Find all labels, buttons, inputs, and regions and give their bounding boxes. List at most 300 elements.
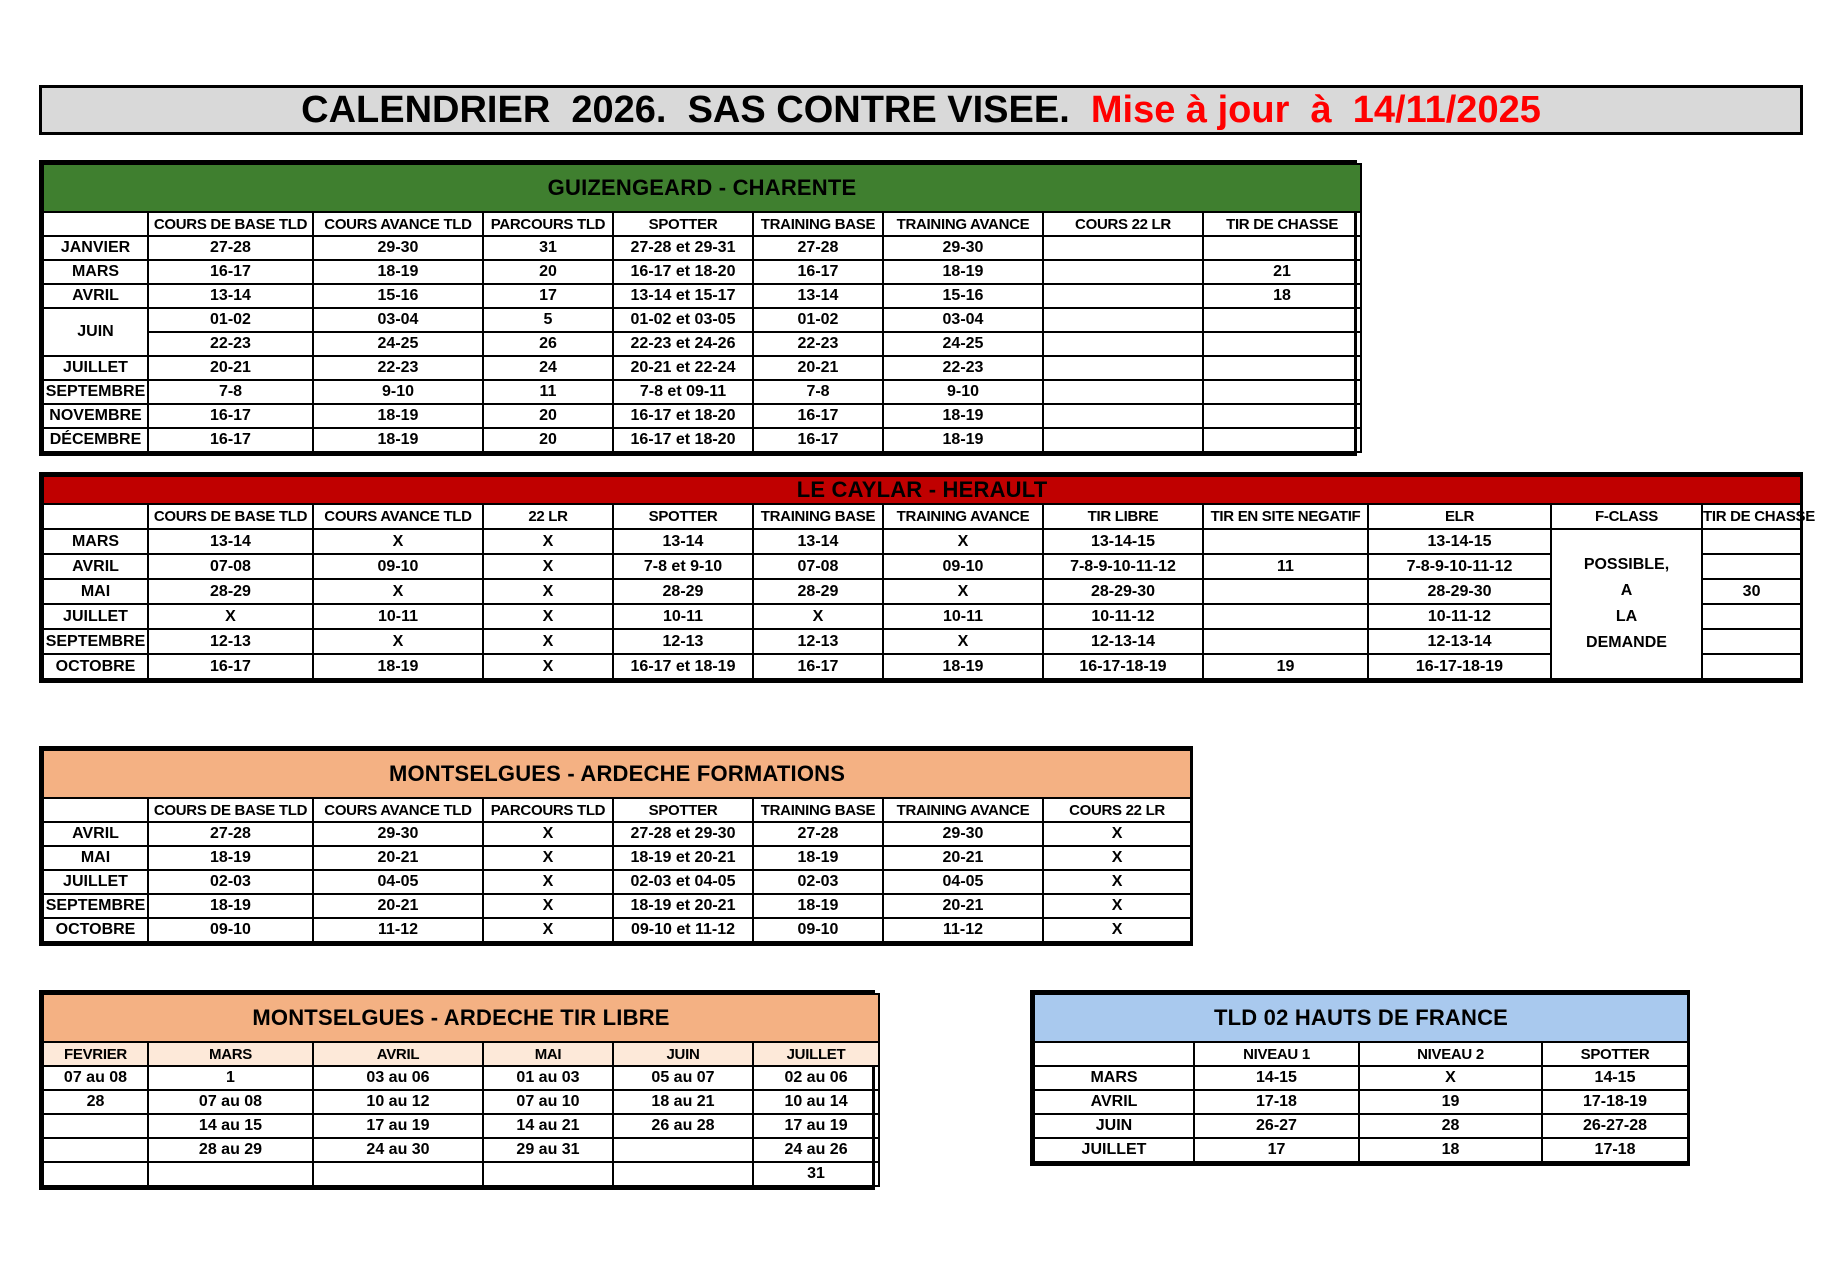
- col-header: NIVEAU 1: [1194, 1042, 1359, 1066]
- cell: 16-17 et 18-19: [613, 654, 753, 679]
- cell: 18-19: [753, 846, 883, 870]
- cell: X: [883, 529, 1043, 554]
- cell: 07 au 08: [148, 1090, 313, 1114]
- cell: X: [1043, 918, 1191, 942]
- cell: [1203, 380, 1361, 404]
- month-label: MARS: [1034, 1066, 1194, 1090]
- cell: [1203, 629, 1368, 654]
- col-header: F-CLASS: [1551, 504, 1702, 529]
- month-label: JUILLET: [1034, 1138, 1194, 1162]
- cell: 21: [1203, 260, 1361, 284]
- fclass-line: LA: [1615, 608, 1638, 625]
- cell: 22-23: [753, 332, 883, 356]
- fclass-line: DEMANDE: [1586, 634, 1667, 651]
- cell: 7-8 et 9-10: [613, 554, 753, 579]
- cell: 16-17: [148, 260, 313, 284]
- cell: 18-19 et 20-21: [613, 846, 753, 870]
- cell: 19: [1359, 1090, 1542, 1114]
- cell: 02-03: [753, 870, 883, 894]
- cell: 01-02: [753, 308, 883, 332]
- cell: 29-30: [313, 822, 483, 846]
- table-row: [43, 870, 1191, 894]
- table-row: [43, 236, 1361, 260]
- month-label: MARS: [43, 529, 148, 554]
- col-header: COURS DE BASE TLD: [148, 212, 313, 236]
- table-row: [43, 404, 1361, 428]
- montselgues-formations-title: MONTSELGUES - ARDECHE FORMATIONS: [43, 750, 1191, 798]
- montselgues-tir-libre-title: MONTSELGUES - ARDECHE TIR LIBRE: [43, 994, 879, 1042]
- col-header: 22 LR: [483, 504, 613, 529]
- cell: [1702, 629, 1801, 654]
- table-row: [43, 629, 1801, 654]
- cell: 09-10: [148, 918, 313, 942]
- caylar-title: LE CAYLAR - HERAULT: [43, 476, 1801, 504]
- table-row: [43, 918, 1191, 942]
- table-row: [43, 822, 1191, 846]
- cell: 10-11: [883, 604, 1043, 629]
- cell: 20-21: [313, 894, 483, 918]
- cell: 20-21 et 22-24: [613, 356, 753, 380]
- col-header: TRAINING BASE: [753, 798, 883, 822]
- col-header: AVRIL: [313, 1042, 483, 1066]
- cell: 22-23 et 24-26: [613, 332, 753, 356]
- cell: 28-29-30: [1368, 579, 1551, 604]
- fclass-line: A: [1620, 582, 1633, 599]
- cell: X: [483, 529, 613, 554]
- cell: 20-21: [883, 846, 1043, 870]
- cell: 31: [753, 1162, 879, 1186]
- montselgues-tir-libre-table: [39, 990, 875, 1190]
- cell: X: [483, 629, 613, 654]
- cell: 7-8: [753, 380, 883, 404]
- cell: [313, 1162, 483, 1186]
- cell: 11-12: [883, 918, 1043, 942]
- table-row: [43, 1162, 879, 1186]
- cell: 16-17: [148, 404, 313, 428]
- cell: 13-14: [148, 529, 313, 554]
- table-row: [43, 284, 1361, 308]
- col-header: SPOTTER: [613, 798, 753, 822]
- cell: 18-19: [883, 428, 1043, 452]
- cell: [1203, 529, 1368, 554]
- month-label: AVRIL: [43, 284, 148, 308]
- col-header: TIR DE CHASSE: [1203, 212, 1361, 236]
- col-header: COURS DE BASE TLD: [148, 798, 313, 822]
- cell: [1043, 404, 1203, 428]
- cell: 26-27-28: [1542, 1114, 1688, 1138]
- cell: 18-19: [883, 260, 1043, 284]
- cell: X: [1043, 894, 1191, 918]
- col-header: TIR DE CHASSE: [1702, 504, 1801, 529]
- cell: 18: [1203, 284, 1361, 308]
- month-label: DÉCEMBRE: [43, 428, 148, 452]
- cell: [1043, 308, 1203, 332]
- cell: 7-8-9-10-11-12: [1043, 554, 1203, 579]
- cell: 17-18: [1542, 1138, 1688, 1162]
- month-label: JUIN: [43, 308, 148, 356]
- cell: 18 au 21: [613, 1090, 753, 1114]
- cell: 27-28: [148, 236, 313, 260]
- cell: 24: [483, 356, 613, 380]
- cell: 17: [483, 284, 613, 308]
- cell: 7-8 et 09-11: [613, 380, 753, 404]
- cell: 02 au 06: [753, 1066, 879, 1090]
- col-header: COURS AVANCE TLD: [313, 212, 483, 236]
- cell: 07 au 10: [483, 1090, 613, 1114]
- cell: 18-19: [313, 428, 483, 452]
- cell: 19: [1203, 654, 1368, 679]
- cell: 28-29: [753, 579, 883, 604]
- cell: 20: [483, 404, 613, 428]
- month-label: AVRIL: [1034, 1090, 1194, 1114]
- cell: 29-30: [313, 236, 483, 260]
- col-header: COURS AVANCE TLD: [313, 798, 483, 822]
- table-row: [43, 1114, 879, 1138]
- cell: 29 au 31: [483, 1138, 613, 1162]
- cell: 20-21: [313, 846, 483, 870]
- cell: 15-16: [883, 284, 1043, 308]
- caylar-header-row: [43, 504, 1801, 529]
- cell: 16-17 et 18-20: [613, 404, 753, 428]
- col-header: SPOTTER: [613, 212, 753, 236]
- col-header: COURS 22 LR: [1043, 798, 1191, 822]
- cell: 24 au 26: [753, 1138, 879, 1162]
- cell: X: [313, 579, 483, 604]
- cell: 07-08: [148, 554, 313, 579]
- cell: X: [313, 629, 483, 654]
- month-label: MARS: [43, 260, 148, 284]
- table-row: [43, 579, 1801, 604]
- table-row: [43, 428, 1361, 452]
- cell: 02-03 et 04-05: [613, 870, 753, 894]
- month-label: JUIN: [1034, 1114, 1194, 1138]
- cell: 01-02 et 03-05: [613, 308, 753, 332]
- table-row: [43, 604, 1801, 629]
- cell: 29-30: [883, 822, 1043, 846]
- col-header: TRAINING AVANCE: [883, 798, 1043, 822]
- cell: 28-29: [148, 579, 313, 604]
- col-header: COURS DE BASE TLD: [148, 504, 313, 529]
- cell: 27-28: [753, 822, 883, 846]
- cell: 22-23: [313, 356, 483, 380]
- cell: 27-28 et 29-31: [613, 236, 753, 260]
- cell: 26: [483, 332, 613, 356]
- table-row: [43, 654, 1801, 679]
- cell: 16-17: [753, 428, 883, 452]
- title-main: CALENDRIER 2026. SAS CONTRE VISEE.: [301, 88, 1091, 131]
- cell: 15-16: [313, 284, 483, 308]
- table-row: [1034, 1090, 1688, 1114]
- guizengeard-table: [39, 160, 1357, 456]
- col-header: TIR LIBRE: [1043, 504, 1203, 529]
- cell: [1043, 260, 1203, 284]
- cell: 18-19: [148, 894, 313, 918]
- table-row: [43, 1090, 879, 1114]
- cell: 01 au 03: [483, 1066, 613, 1090]
- cell: 09-10: [313, 554, 483, 579]
- cell: 24-25: [313, 332, 483, 356]
- cell: 18-19: [313, 260, 483, 284]
- cell: 12-13-14: [1368, 629, 1551, 654]
- cell: 16-17: [753, 654, 883, 679]
- corner-cell: [43, 798, 148, 822]
- cell: 1: [148, 1066, 313, 1090]
- cell: X: [313, 529, 483, 554]
- cell: [1203, 404, 1361, 428]
- cell: [1203, 308, 1361, 332]
- month-label: OCTOBRE: [43, 918, 148, 942]
- cell: 03-04: [883, 308, 1043, 332]
- col-header: TIR EN SITE NEGATIF: [1203, 504, 1368, 529]
- caylar-table: [39, 472, 1815, 683]
- cell: [1203, 428, 1361, 452]
- table-row: [43, 380, 1361, 404]
- table-row: [43, 554, 1801, 579]
- month-label: AVRIL: [43, 822, 148, 846]
- cell: 9-10: [313, 380, 483, 404]
- cell: [1043, 356, 1203, 380]
- cell: 13-14: [613, 529, 753, 554]
- cell: 10-11: [613, 604, 753, 629]
- col-header: SPOTTER: [613, 504, 753, 529]
- table-row: [1034, 1138, 1688, 1162]
- col-header: TRAINING BASE: [753, 212, 883, 236]
- tld02-header-row: [1034, 1042, 1688, 1066]
- cell: X: [483, 894, 613, 918]
- cell: [43, 1162, 148, 1186]
- cell: 18-19: [148, 846, 313, 870]
- cell: 22-23: [883, 356, 1043, 380]
- cell: 13-14: [753, 284, 883, 308]
- cell: 18-19: [883, 654, 1043, 679]
- cell: 17 au 19: [753, 1114, 879, 1138]
- cell: 18-19: [883, 404, 1043, 428]
- cell: X: [1359, 1066, 1542, 1090]
- cell: 28: [1359, 1114, 1542, 1138]
- cell: [1702, 654, 1801, 679]
- cell: 12-13: [613, 629, 753, 654]
- update-date: Mise à jour à 14/11/2025: [1090, 88, 1541, 131]
- cell: [148, 1162, 313, 1186]
- cell: 11-12: [313, 918, 483, 942]
- cell: 03 au 06: [313, 1066, 483, 1090]
- cell: 16-17: [753, 404, 883, 428]
- cell: 13-14: [753, 529, 883, 554]
- cell: 14-15: [1194, 1066, 1359, 1090]
- cell: [1702, 554, 1801, 579]
- cell: [1203, 332, 1361, 356]
- guizengeard-header-row: [43, 212, 1361, 236]
- month-label: JANVIER: [43, 236, 148, 260]
- montselgues-formations-table: [39, 746, 1193, 946]
- cell: 13-14 et 15-17: [613, 284, 753, 308]
- cell: 04-05: [883, 870, 1043, 894]
- col-header: JUIN: [613, 1042, 753, 1066]
- col-header: PARCOURS TLD: [483, 798, 613, 822]
- month-label: JUILLET: [43, 604, 148, 629]
- cell: 16-17-18-19: [1368, 654, 1551, 679]
- cell: 11: [1203, 554, 1368, 579]
- cell: X: [148, 604, 313, 629]
- cell: [43, 1114, 148, 1138]
- cell: [1203, 356, 1361, 380]
- cell: 09-10: [883, 554, 1043, 579]
- cell: [1043, 428, 1203, 452]
- cell: 26-27: [1194, 1114, 1359, 1138]
- col-header: TRAINING AVANCE: [883, 504, 1043, 529]
- cell: 16-17-18-19: [1043, 654, 1203, 679]
- cell: 31: [483, 236, 613, 260]
- cell: X: [483, 870, 613, 894]
- cell: 20-21: [883, 894, 1043, 918]
- col-header: MARS: [148, 1042, 313, 1066]
- cell: 12-13: [148, 629, 313, 654]
- cell: 10 au 12: [313, 1090, 483, 1114]
- cell: 5: [483, 308, 613, 332]
- cell: 7-8: [148, 380, 313, 404]
- cell: 26 au 28: [613, 1114, 753, 1138]
- corner-cell: [43, 212, 148, 236]
- cell: 18-19 et 20-21: [613, 894, 753, 918]
- cell: 22-23: [148, 332, 313, 356]
- cell: 27-28 et 29-30: [613, 822, 753, 846]
- cell: 16-17 et 18-20: [613, 428, 753, 452]
- table-row: [43, 356, 1361, 380]
- month-label: MAI: [43, 579, 148, 604]
- cell: X: [483, 822, 613, 846]
- cell: 10-11: [313, 604, 483, 629]
- table-row: [43, 846, 1191, 870]
- month-label: NOVEMBRE: [43, 404, 148, 428]
- cell: X: [483, 846, 613, 870]
- cell: 03-04: [313, 308, 483, 332]
- cell: 17: [1194, 1138, 1359, 1162]
- cell: 02-03: [148, 870, 313, 894]
- corner-cell: [43, 504, 148, 529]
- cell: [1203, 604, 1368, 629]
- cell: 30: [1702, 579, 1801, 604]
- cell: 10-11-12: [1368, 604, 1551, 629]
- table-row: [1034, 1114, 1688, 1138]
- cell: 13-14-15: [1368, 529, 1551, 554]
- cell: 10-11-12: [1043, 604, 1203, 629]
- cell: [613, 1162, 753, 1186]
- cell: X: [753, 604, 883, 629]
- cell: 20-21: [148, 356, 313, 380]
- tld02-table: [1030, 990, 1690, 1166]
- cell: X: [483, 918, 613, 942]
- cell: 07 au 08: [43, 1066, 148, 1090]
- cell: 05 au 07: [613, 1066, 753, 1090]
- col-header: TRAINING BASE: [753, 504, 883, 529]
- table-row: [43, 529, 1801, 554]
- cell: [1043, 236, 1203, 260]
- cell: X: [1043, 870, 1191, 894]
- col-header: COURS AVANCE TLD: [313, 504, 483, 529]
- cell: 14 au 21: [483, 1114, 613, 1138]
- col-header: TRAINING AVANCE: [883, 212, 1043, 236]
- cell: 20: [483, 428, 613, 452]
- fclass-line: POSSIBLE,: [1583, 556, 1670, 573]
- cell: 09-10 et 11-12: [613, 918, 753, 942]
- cell: 13-14: [148, 284, 313, 308]
- month-label: SEPTEMBRE: [43, 894, 148, 918]
- page-title: [39, 85, 1803, 135]
- cell: 28-29-30: [1043, 579, 1203, 604]
- col-header: PARCOURS TLD: [483, 212, 613, 236]
- cell: 07-08: [753, 554, 883, 579]
- month-label: JUILLET: [43, 356, 148, 380]
- tld02-title: TLD 02 HAUTS DE FRANCE: [1034, 994, 1688, 1042]
- cell: 16-17: [148, 428, 313, 452]
- cell: 04-05: [313, 870, 483, 894]
- table-row: [43, 260, 1361, 284]
- month-label: AVRIL: [43, 554, 148, 579]
- col-header: ELR: [1368, 504, 1551, 529]
- cell: 16-17: [753, 260, 883, 284]
- table-row: [1034, 1066, 1688, 1090]
- guizengeard-title: GUIZENGEARD - CHARENTE: [43, 164, 1361, 212]
- cell: [613, 1138, 753, 1162]
- montselgues-formations-header-row: [43, 798, 1191, 822]
- cell: [1043, 380, 1203, 404]
- cell: 28: [43, 1090, 148, 1114]
- table-row: [43, 1138, 879, 1162]
- cell: X: [883, 579, 1043, 604]
- cell: [1203, 236, 1361, 260]
- month-label: SEPTEMBRE: [43, 380, 148, 404]
- cell: X: [483, 604, 613, 629]
- table-row: [43, 1066, 879, 1090]
- cell: 18: [1359, 1138, 1542, 1162]
- cell: 16-17 et 18-20: [613, 260, 753, 284]
- cell: 18-19: [313, 654, 483, 679]
- cell: X: [883, 629, 1043, 654]
- cell: 01-02: [148, 308, 313, 332]
- month-label: OCTOBRE: [43, 654, 148, 679]
- col-header: NIVEAU 2: [1359, 1042, 1542, 1066]
- cell: 9-10: [883, 380, 1043, 404]
- cell: 29-30: [883, 236, 1043, 260]
- table-row: [43, 894, 1191, 918]
- corner-cell: [1034, 1042, 1194, 1066]
- cell: [1203, 579, 1368, 604]
- cell: 27-28: [753, 236, 883, 260]
- fclass-note: [1551, 529, 1702, 679]
- cell: X: [483, 554, 613, 579]
- cell: 14 au 15: [148, 1114, 313, 1138]
- tir-libre-header-row: [43, 1042, 879, 1066]
- cell: 12-13: [753, 629, 883, 654]
- cell: [1043, 332, 1203, 356]
- cell: X: [1043, 846, 1191, 870]
- col-header: SPOTTER: [1542, 1042, 1688, 1066]
- cell: 20: [483, 260, 613, 284]
- cell: 17-18: [1194, 1090, 1359, 1114]
- cell: 10 au 14: [753, 1090, 879, 1114]
- cell: 28 au 29: [148, 1138, 313, 1162]
- cell: 09-10: [753, 918, 883, 942]
- cell: 20-21: [753, 356, 883, 380]
- cell: 16-17: [148, 654, 313, 679]
- cell: 7-8-9-10-11-12: [1368, 554, 1551, 579]
- cell: 18-19: [313, 404, 483, 428]
- col-header: JUILLET: [753, 1042, 879, 1066]
- cell: 12-13-14: [1043, 629, 1203, 654]
- cell: 14-15: [1542, 1066, 1688, 1090]
- cell: 17 au 19: [313, 1114, 483, 1138]
- cell: X: [483, 654, 613, 679]
